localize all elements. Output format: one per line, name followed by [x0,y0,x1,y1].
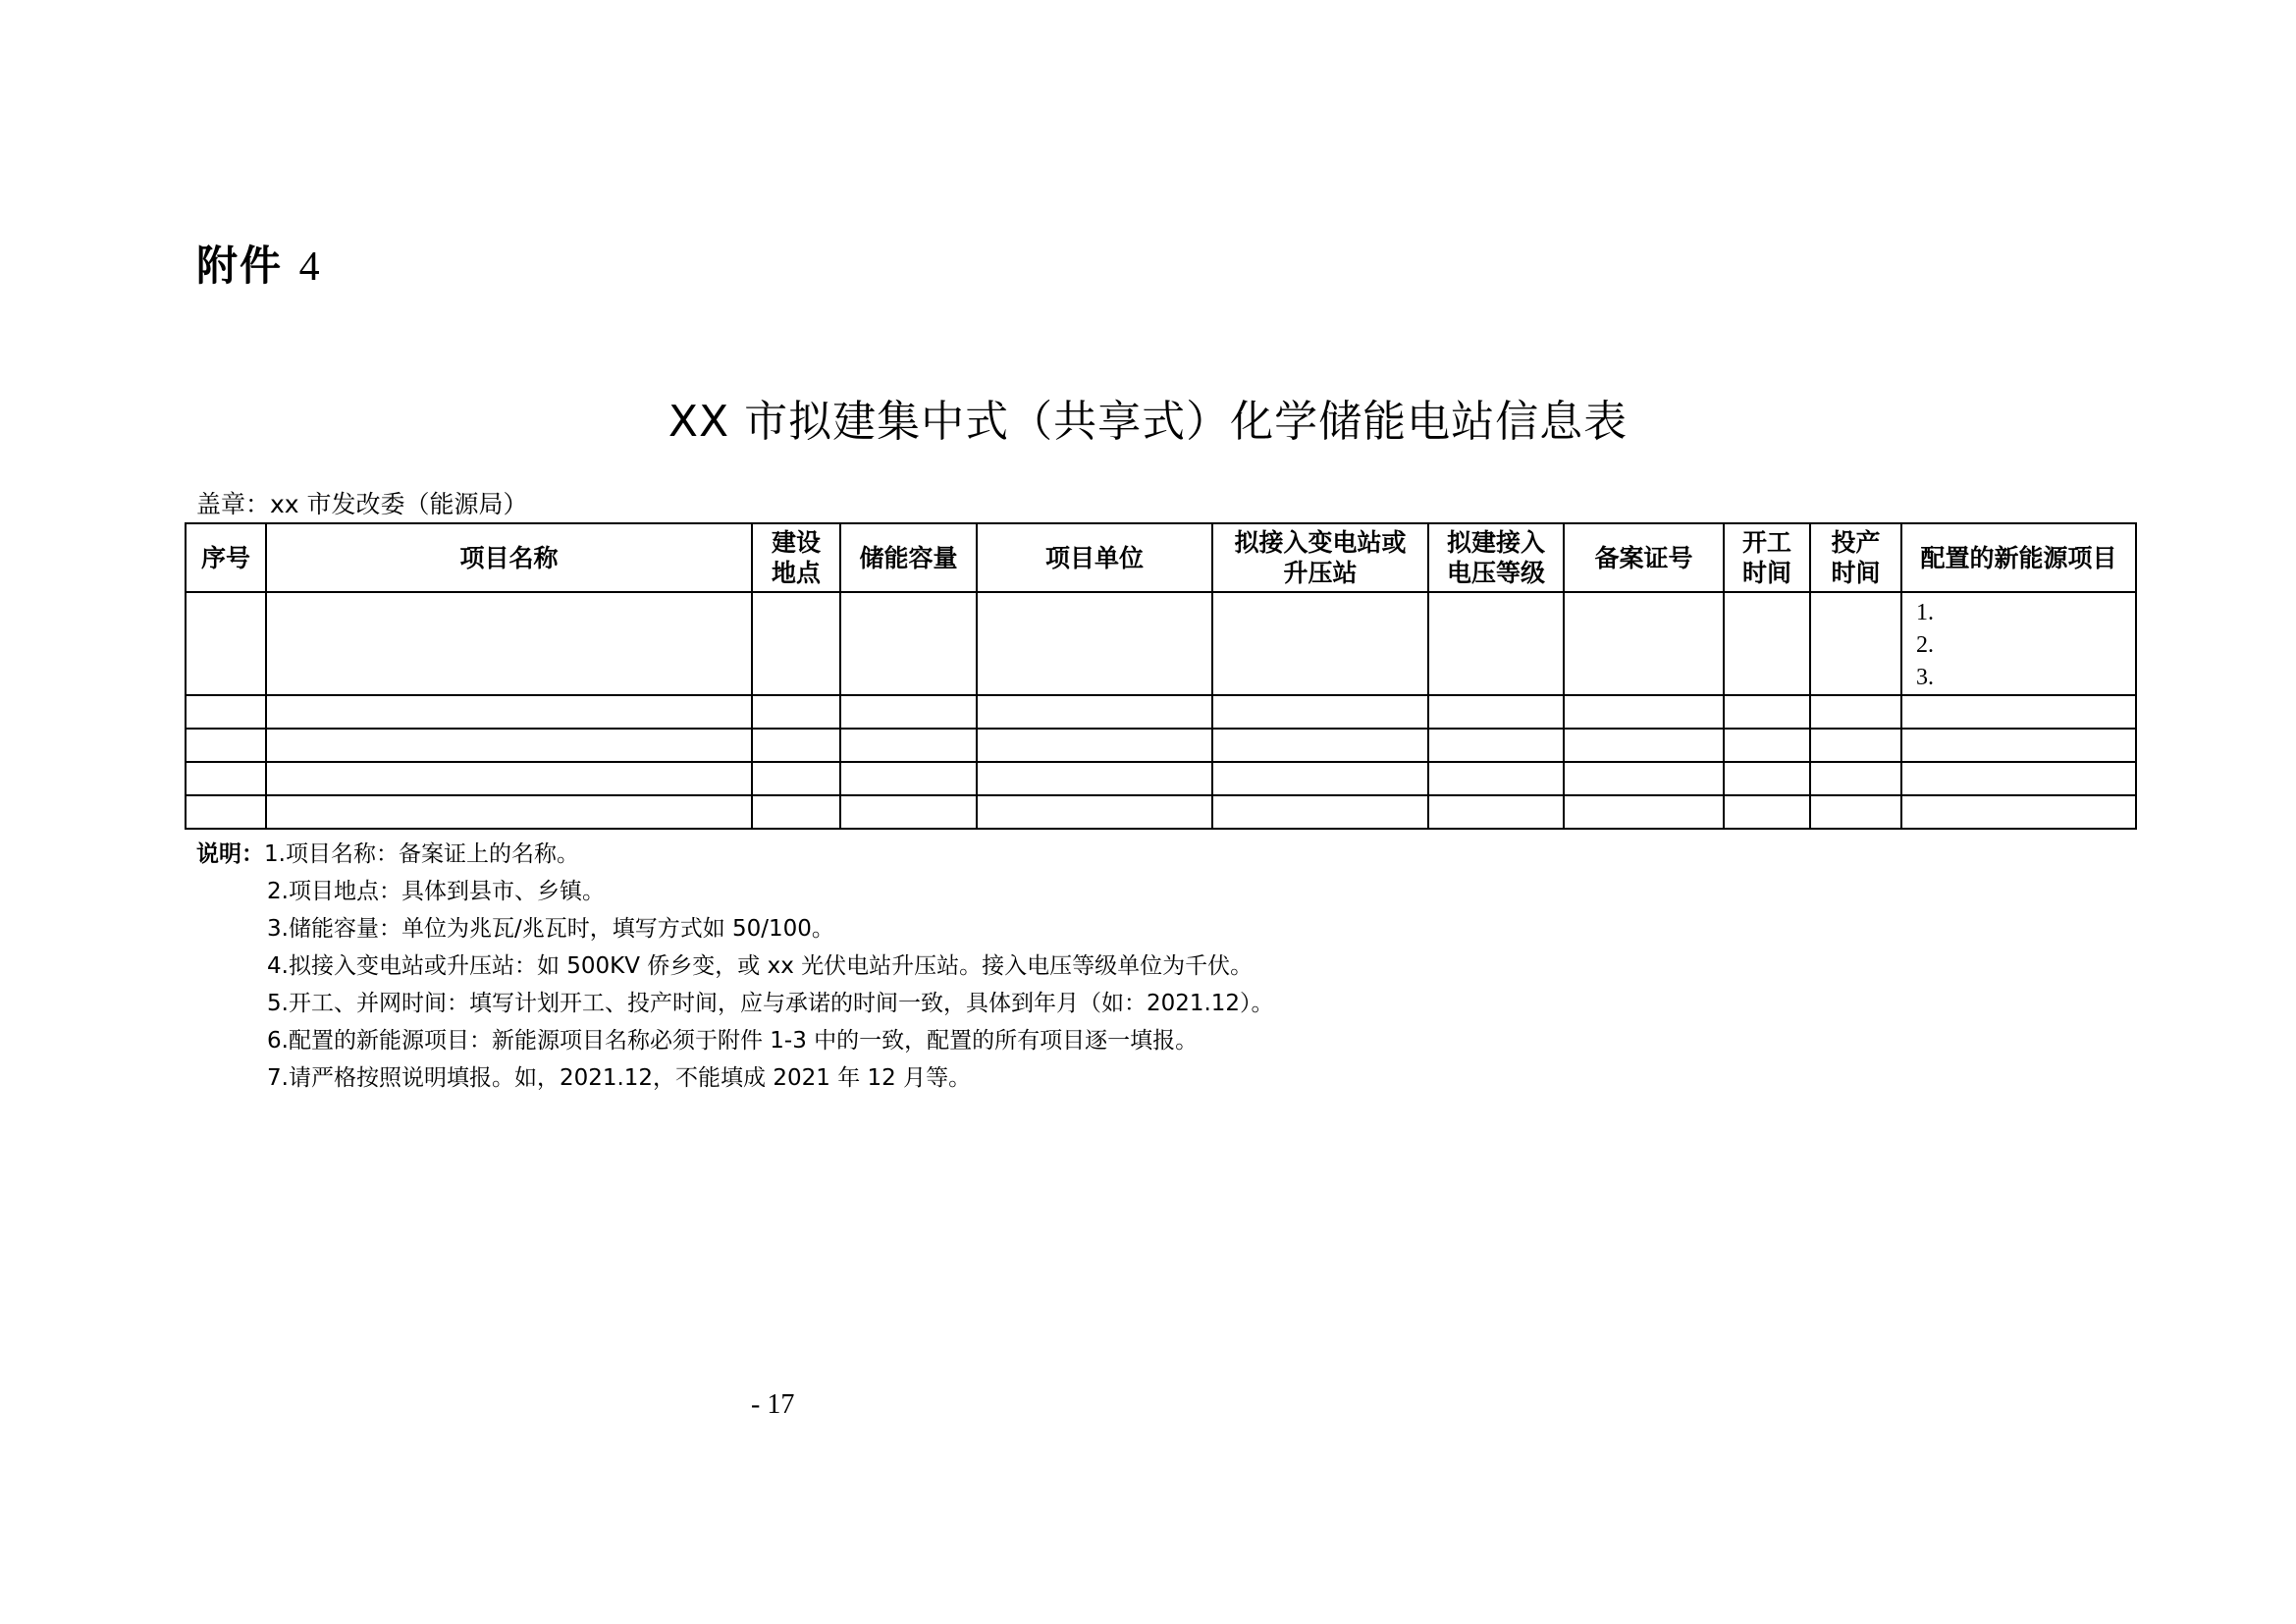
table-cell[interactable] [1724,762,1810,795]
page-number: - 17 [751,1389,795,1420]
table-cell-new-energy[interactable] [1901,592,2136,695]
note-item: 5.开工、并网时间：填写计划开工、投产时间，应与承诺的时间一致，具体到年月（如：2021.12）。 [267,991,1274,1016]
table-cell[interactable] [1724,695,1810,729]
col-header-new-energy [1901,523,2136,592]
table-cell[interactable] [977,592,1212,695]
table-row [186,762,2136,795]
table-cell[interactable] [1428,795,1564,829]
table-cell[interactable] [186,729,266,762]
table-cell[interactable] [977,795,1212,829]
table-cell[interactable] [1901,729,2136,762]
table-cell[interactable] [186,592,266,695]
table-cell[interactable] [186,795,266,829]
table-cell[interactable] [1810,592,1901,695]
table-cell[interactable] [1428,592,1564,695]
attachment-label: 附件 [196,242,284,290]
table-cell[interactable] [266,729,752,762]
table-cell[interactable] [977,695,1212,729]
col-header-capacity [840,523,977,592]
col-header-index [186,523,266,592]
config-list-item: 3. [1916,665,1934,690]
table-cell[interactable] [1901,795,2136,829]
header-line: 拟接入变电站或 [1234,528,1407,557]
table-cell[interactable] [977,729,1212,762]
header-line: 投产 [1831,528,1881,557]
table-cell[interactable] [1724,592,1810,695]
document-title: XX 市拟建集中式（共享式）化学储能电站信息表 [667,397,1629,447]
header-line: 项目名称 [459,543,559,572]
config-list-item: 2. [1916,632,1934,658]
table-cell[interactable] [840,729,977,762]
stamp-line: 盖章：xx 市发改委（能源局） [196,490,528,518]
header-line: 序号 [200,543,250,572]
table-cell[interactable] [1564,795,1724,829]
header-line: 升压站 [1283,559,1358,587]
table-cell[interactable] [752,762,840,795]
table-cell[interactable] [1810,695,1901,729]
col-header-location [752,523,840,592]
table-cell[interactable] [1212,729,1428,762]
table-header-row [186,523,2136,592]
table-cell[interactable] [840,795,977,829]
header-line: 储能容量 [859,543,958,572]
col-header-start-time [1724,523,1810,592]
table-cell[interactable] [1564,592,1724,695]
col-header-project-name [266,523,752,592]
notes-section [196,836,1274,1097]
table-cell[interactable] [1810,795,1901,829]
note-item: 1.项目名称：备案证上的名称。 [264,841,579,867]
table-row [186,695,2136,729]
attachment-heading [196,234,322,293]
table-cell[interactable] [752,729,840,762]
table-cell[interactable] [977,762,1212,795]
table-cell[interactable] [186,762,266,795]
config-list-item: 1. [1916,600,1934,625]
note-item: 7.请严格按照说明填报。如，2021.12，不能填成 2021 年 12 月等。 [267,1065,972,1091]
table-cell[interactable] [186,695,266,729]
table-cell[interactable] [1810,729,1901,762]
header-line: 建设 [771,528,821,557]
info-table [185,522,2137,830]
header-line: 配置的新能源项目 [1920,543,2117,572]
table-cell[interactable] [1810,762,1901,795]
table-cell[interactable] [1212,592,1428,695]
table-cell[interactable] [1428,762,1564,795]
table-cell[interactable] [1564,729,1724,762]
note-line [196,836,1274,873]
table-cell[interactable] [266,762,752,795]
col-header-substation [1212,523,1428,592]
table-cell[interactable] [1212,795,1428,829]
note-item: 2.项目地点：具体到县市、乡镇。 [267,879,605,904]
table-cell[interactable] [1724,729,1810,762]
table-cell[interactable] [752,592,840,695]
table-cell[interactable] [840,762,977,795]
table-cell[interactable] [1212,695,1428,729]
header-line: 备案证号 [1594,543,1693,572]
table-cell[interactable] [266,695,752,729]
table-row [186,795,2136,829]
table-cell[interactable] [1901,695,2136,729]
notes-label: 说明： [196,841,264,867]
table-cell[interactable] [752,695,840,729]
table-cell[interactable] [840,695,977,729]
table-cell[interactable] [752,795,840,829]
note-item: 4.拟接入变电站或升压站：如 500KV 侨乡变，或 xx 光伏电站升压站。接入电压等级单位为千伏。 [267,953,1254,979]
header-line: 时间 [1741,559,1791,587]
table-cell[interactable] [1428,729,1564,762]
col-header-voltage [1428,523,1564,592]
table-row [186,592,2136,695]
table-cell[interactable] [1564,762,1724,795]
header-line: 项目单位 [1044,543,1144,572]
table-cell[interactable] [266,795,752,829]
table-cell[interactable] [840,592,977,695]
table-row [186,729,2136,762]
header-line: 电压等级 [1446,559,1545,587]
table-cell[interactable] [1901,762,2136,795]
table-cell[interactable] [1212,762,1428,795]
col-header-unit [977,523,1212,592]
header-line: 开工 [1741,528,1791,557]
table-cell[interactable] [266,592,752,695]
table-cell[interactable] [1428,695,1564,729]
table-cell[interactable] [1724,795,1810,829]
header-line: 拟建接入 [1446,528,1545,557]
attachment-number: 4 [298,244,322,290]
col-header-record-no [1564,523,1724,592]
header-line: 地点 [771,559,821,587]
col-header-operation-time [1810,523,1901,592]
note-item: 3.储能容量：单位为兆瓦/兆瓦时，填写方式如 50/100。 [267,916,834,942]
header-line: 时间 [1831,559,1881,587]
note-item: 6.配置的新能源项目：新能源项目名称必须于附件 1-3 中的一致，配置的所有项目逐一填报。 [267,1028,1199,1054]
table-cell[interactable] [1564,695,1724,729]
config-list [1902,593,2135,694]
